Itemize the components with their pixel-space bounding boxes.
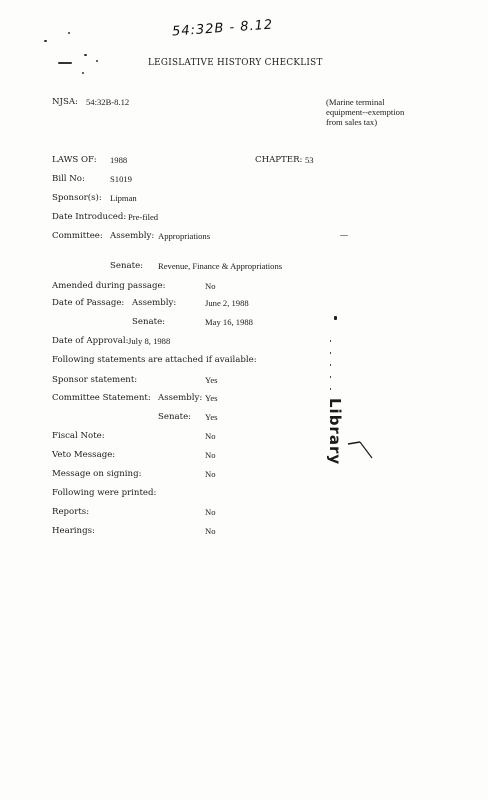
statement-senate-value: Yes: [205, 412, 218, 422]
attached-heading: Following statements are attached if available:: [52, 355, 257, 365]
committee-senate-label: Senate:: [110, 261, 144, 271]
bill-no-label: Bill No:: [52, 174, 85, 184]
njsa-label: NJSA:: [52, 97, 78, 107]
scan-speck: [44, 40, 47, 42]
description-line: from sales tax): [326, 117, 378, 127]
library-stamp: Library: [326, 398, 344, 466]
statement-senate-label: Senate:: [158, 412, 192, 422]
message-on-signing-value: No: [205, 469, 216, 479]
committee-senate-value: Revenue, Finance & Appropriations: [158, 261, 283, 271]
passage-assembly-label: Assembly:: [132, 298, 177, 308]
veto-message-value: No: [205, 450, 216, 460]
committee-assembly-label: Assembly:: [110, 231, 155, 241]
laws-of-value: 1988: [110, 155, 128, 165]
chapter-value: 53: [305, 155, 314, 165]
passage-senate-label: Senate:: [132, 317, 166, 327]
date-of-passage-label: Date of Passage:: [52, 298, 125, 308]
committee-assembly-value: Appropriations: [158, 231, 211, 241]
statement-assembly-value: Yes: [205, 393, 218, 403]
sponsors-value: Lipman: [110, 193, 137, 203]
scan-speck: [330, 352, 331, 354]
page-title: LEGISLATIVE HISTORY CHECKLIST: [148, 58, 323, 68]
fiscal-note-value: No: [205, 431, 216, 441]
njsa-value: 54:32B-8.12: [86, 97, 130, 107]
scan-speck: [330, 340, 331, 342]
description-line: (Marine terminal: [326, 97, 385, 107]
hearings-label: Hearings:: [52, 526, 95, 536]
scan-speck: [96, 60, 98, 62]
date-introduced-label: Date Introduced:: [52, 212, 127, 222]
laws-of-label: LAWS OF:: [52, 155, 97, 165]
amended-label: Amended during passage:: [52, 281, 166, 291]
passage-assembly-value: June 2, 1988: [205, 298, 249, 308]
scan-speck: [84, 54, 87, 56]
description-line: equipment--exemption: [326, 107, 405, 117]
scan-speck: [58, 62, 72, 64]
scan-speck: [330, 376, 331, 378]
printed-heading: Following were printed:: [52, 488, 157, 498]
description-block: [326, 97, 404, 127]
sponsors-label: Sponsor(s):: [52, 193, 102, 203]
chapter-label: CHAPTER:: [255, 155, 303, 165]
hearings-value: No: [205, 526, 216, 536]
passage-senate-value: May 16, 1988: [205, 317, 253, 327]
committee-statement-label: Committee Statement:: [52, 393, 151, 403]
reports-label: Reports:: [52, 507, 90, 517]
reports-value: No: [205, 507, 216, 517]
sponsor-statement-value: Yes: [205, 375, 218, 385]
fiscal-note-label: Fiscal Note:: [52, 431, 105, 441]
statement-assembly-label: Assembly:: [158, 393, 203, 403]
scan-speck: [340, 235, 348, 236]
handwritten-number: 54:32B - 8.12: [171, 17, 274, 40]
scan-speck: [334, 316, 337, 320]
bill-no-value: S1019: [110, 174, 132, 184]
date-of-approval-value: July 8, 1988: [128, 336, 171, 346]
date-introduced-value: Pre-filed: [128, 212, 159, 222]
scan-speck: [330, 388, 331, 390]
scan-speck: [68, 32, 70, 34]
date-of-approval-label: Date of Approval:: [52, 336, 129, 346]
scan-speck: [82, 72, 84, 74]
message-on-signing-label: Message on signing:: [52, 469, 142, 479]
veto-message-label: Veto Message:: [52, 450, 116, 460]
amended-value: No: [205, 281, 216, 291]
sponsor-statement-label: Sponsor statement:: [52, 375, 138, 385]
stamp-mark-icon: [346, 436, 376, 460]
committee-label: Committee:: [52, 231, 103, 241]
scan-speck: [330, 364, 331, 366]
